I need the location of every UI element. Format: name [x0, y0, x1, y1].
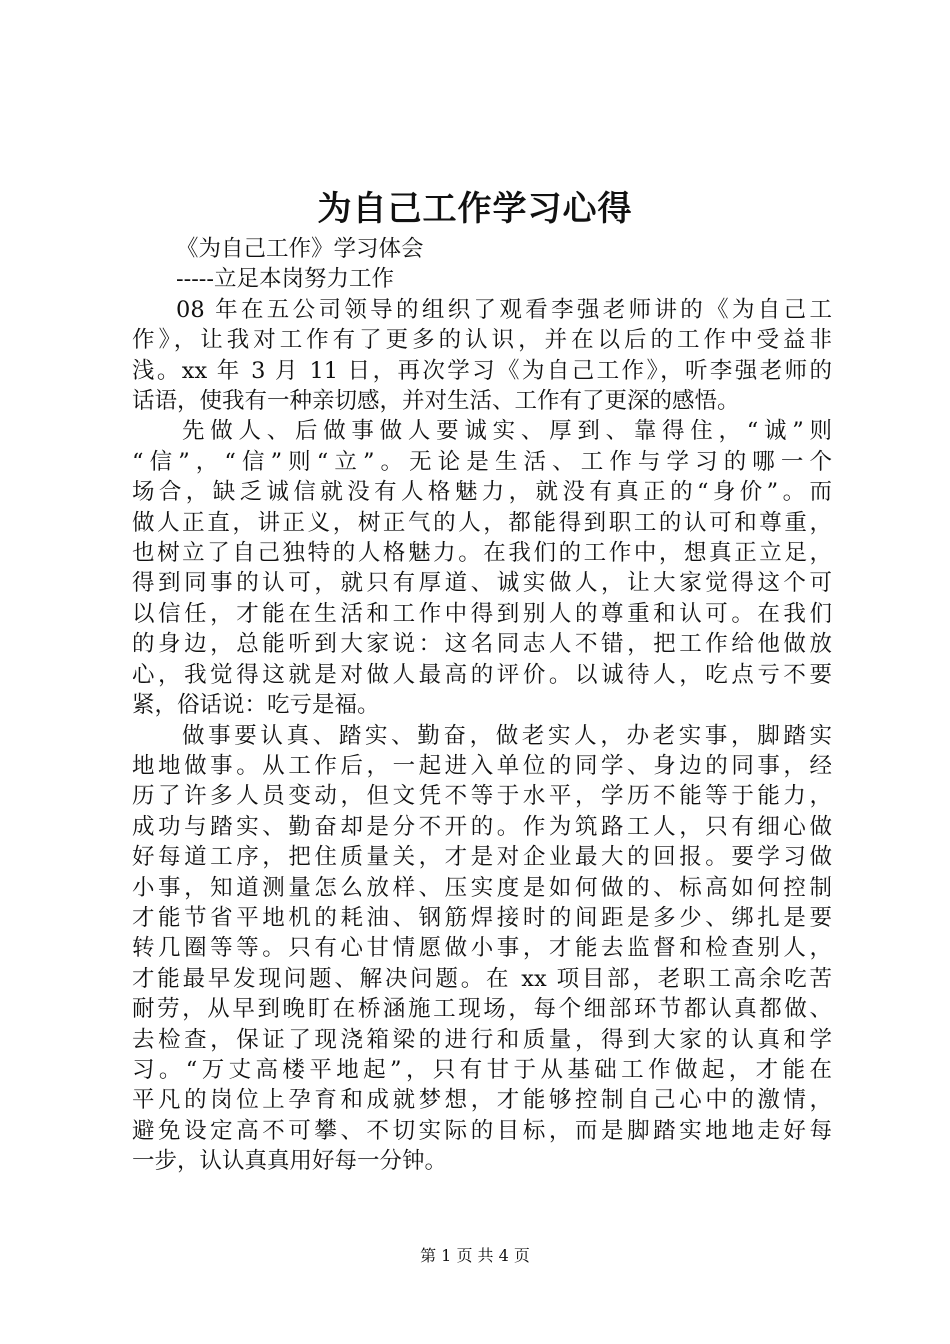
- text-line: 成功与踏实、勤奋却是分不开的。作为筑路工人，只有细心做: [132, 813, 832, 840]
- text-line: 紧，俗话说：吃亏是福。: [132, 692, 380, 719]
- paragraph-2: [132, 416, 832, 720]
- text-line: 得到同事的认可，就只有厚道、诚实做人，让大家觉得这个可: [132, 570, 832, 597]
- subtitle-line: 《为自己工作》学习体会: [176, 236, 424, 262]
- page-footer: 第 1 页 共 4 页: [420, 1246, 530, 1265]
- text-line: 话语，使我有一种亲切感，并对生活、工作有了更深的感悟。: [132, 388, 740, 415]
- text-line: 才能最早发现问题、解决问题。在 xx 项目部，老职工高余吃苦: [132, 965, 832, 992]
- text-line: 地地做事。从工作后，一起进入单位的同学、身边的同事，经: [132, 752, 832, 779]
- text-line: 场合，缺乏诚信就没有人格魅力，就没有真正的“身价”。而: [132, 479, 832, 506]
- paragraph-3: [132, 721, 832, 1177]
- document-body: [132, 234, 832, 1177]
- text-line: 先做人、后做事做人要诚实、厚到、靠得住，“诚”则: [182, 418, 832, 445]
- text-line: 浅。xx 年 3 月 11 日，再次学习《为自己工作》，听李强老师的: [132, 357, 832, 384]
- text-line: 平凡的岗位上孕育和成就梦想，才能够控制自己心中的激情，: [132, 1087, 832, 1114]
- document-title: 为自己工作学习心得: [317, 189, 633, 229]
- text-line: 心，我觉得这就是对做人最高的评价。以诚待人，吃点亏不要: [132, 661, 832, 688]
- text-line: 去检查，保证了现浇箱梁的进行和质量，得到大家的认真和学: [132, 1026, 832, 1053]
- text-line: 也树立了自己独特的人格魅力。在我们的工作中，想真正立足，: [132, 540, 832, 567]
- text-line: 做事要认真、踏实、勤奋，做老实人，办老实事，脚踏实: [182, 722, 832, 749]
- text-line: 才能节省平地机的耗油、钢筋焊接时的间距是多少、绑扎是要: [132, 904, 832, 931]
- text-line: 习。“万丈高楼平地起”，只有甘于从基础工作做起，才能在: [132, 1056, 832, 1083]
- text-line: 做人正直，讲正义，树正气的人，都能得到职工的认可和尊重，: [132, 509, 832, 536]
- text-line: 小事，知道测量怎么放样、压实度是如何做的、标高如何控制: [132, 874, 832, 901]
- text-line: 一步，认认真真用好每一分钟。: [132, 1148, 448, 1175]
- text-line: 好每道工序，把住质量关，才是对企业最大的回报。要学习做: [132, 844, 832, 871]
- text-line: 以信任，才能在生活和工作中得到别人的尊重和认可。在我们: [132, 600, 832, 627]
- text-line: “信”，“信”则“立”。无论是生活、工作与学习的哪一个: [132, 448, 832, 475]
- text-line: 的身边，总能听到大家说：这名同志人不错，把工作给他做放: [132, 631, 832, 658]
- text-line: 作》，让我对工作有了更多的认识，并在以后的工作中受益非: [132, 327, 832, 354]
- text-line: 历了许多人员变动，但文凭不等于水平，学历不能等于能力，: [132, 783, 832, 810]
- text-line: 08 年在五公司领导的组织了观看李强老师讲的《为自己工: [176, 296, 832, 323]
- text-line: 转几圈等等。只有心甘情愿做小事，才能去监督和检查别人，: [132, 935, 832, 962]
- text-line: 避免设定高不可攀、不切实际的目标，而是脚踏实地地走好每: [132, 1117, 832, 1144]
- paragraph-1: [132, 295, 832, 417]
- text-line: 耐劳，从早到晚盯在桥涵施工现场，每个细部环节都认真都做、: [132, 996, 832, 1023]
- subtitle-line: -----立足本岗努力工作: [176, 266, 395, 293]
